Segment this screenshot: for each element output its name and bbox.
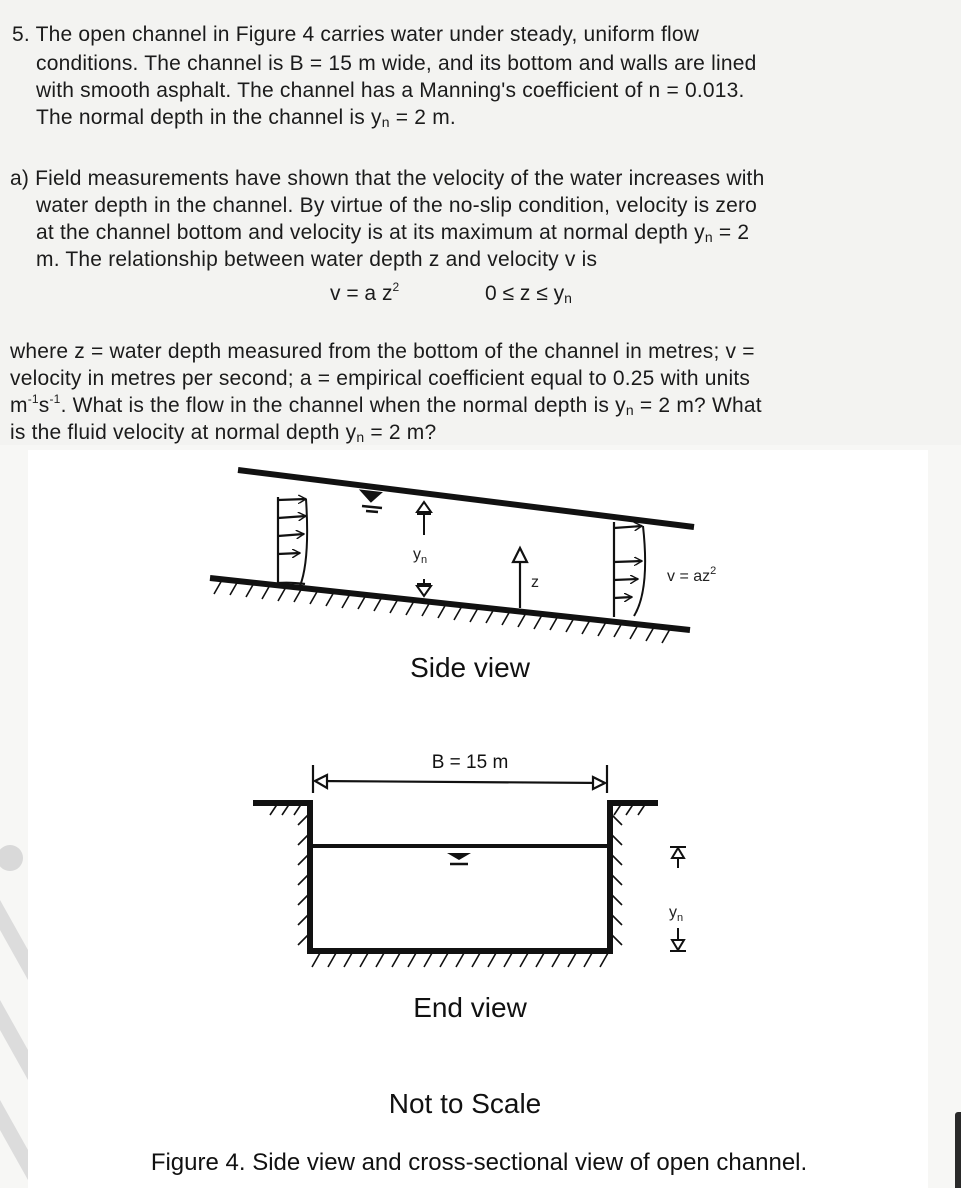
end-view-title: End view (413, 992, 527, 1023)
where-line-1: where z = water depth measured from the bottom of the channel in metres; v = (10, 340, 755, 363)
z-label: z (531, 574, 539, 591)
left-edge-decoration (0, 840, 28, 1188)
where-line-4: is the fluid velocity at normal depth $y_n = 2$ m? (10, 421, 437, 445)
decor-stripe-1 (0, 900, 28, 980)
bed-hatching (214, 580, 670, 643)
where-line-2: velocity in metres per second; a = empirical coefficient equal to 0.25 with units (10, 367, 751, 390)
figure-caption: Figure 4. Side view and cross-sectional view of open channel. (150, 1149, 808, 1176)
side-view-diagram (210, 470, 694, 643)
channel-bed-line (210, 578, 690, 630)
z-axis-arrow (513, 548, 527, 608)
where-line-3: $m^{-1}s^{-1}$. What is the flow in the channel when the normal depth is $y_n = 2$ m? What (10, 392, 762, 418)
water-surface-symbol (362, 491, 382, 512)
end-hatching (270, 803, 646, 967)
decor-circle (0, 845, 23, 871)
right-edge-bar (955, 1112, 961, 1188)
end-yn-label: $y_n$ (669, 904, 684, 924)
side-yn-label: $y_n$ (413, 546, 428, 566)
decor-stripe-2 (0, 1000, 28, 1080)
left-velocity-profile (278, 497, 307, 586)
problem-line-2: conditions. The channel is B = 15 m wide, and its bottom and walls are lined (36, 52, 757, 75)
end-water-surface-symbol (447, 853, 471, 864)
velocity-profile-label: $v = az^2$ (667, 565, 717, 585)
side-view-title: Side view (410, 652, 530, 683)
part-a-line-3: at the channel bottom and velocity is at its maximum at normal depth $y_n = 2$ (36, 221, 750, 245)
problem-line-4: The normal depth in the channel is $y_n = 2$ m. (36, 106, 456, 130)
problem-line-3: with smooth asphalt. The channel has a Manning's coefficient of n = 0.013. (36, 79, 745, 102)
right-velocity-profile (614, 522, 645, 617)
end-view-diagram (253, 752, 686, 1023)
part-a-line-4: m. The relationship between water depth z and velocity v is (36, 248, 598, 271)
decor-stripe-3 (0, 1100, 28, 1180)
width-label: B = 15 m (431, 752, 509, 773)
channel-cross-section (253, 803, 658, 951)
not-to-scale-note: Not to Scale (388, 1088, 542, 1119)
part-a-line-2: water depth in the channel. By virtue of the no-slip condition, velocity is zero (36, 194, 758, 217)
part-a-line-1: a) Field measurements have shown that the velocity of the water increases with (10, 167, 765, 190)
end-yn-dimension (670, 847, 686, 951)
depth-range: $0 \le z \le y_n$ (485, 282, 572, 306)
velocity-equation: v = a $z^2$ (330, 280, 400, 305)
problem-line-1: 5. The open channel in Figure 4 carries water under steady, uniform flow (12, 23, 700, 46)
